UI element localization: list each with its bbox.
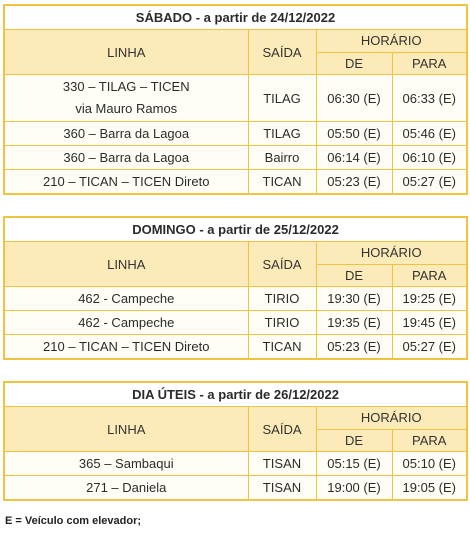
schedule-table-dias-uteis — [3, 381, 468, 501]
cell-saida: TIRIO — [248, 311, 316, 335]
schedule-table-domingo — [3, 216, 468, 360]
section-title — [4, 217, 467, 242]
cell-linha — [4, 75, 248, 122]
cell-de: 05:23 (E) — [316, 170, 392, 195]
table-row — [4, 122, 467, 146]
header-horario: HORÁRIO — [316, 30, 467, 53]
header-de: DE — [316, 264, 392, 287]
cell-para: 19:45 (E) — [392, 311, 467, 335]
cell-linha: 210 – TICAN – TICEN Direto — [4, 335, 248, 360]
cell-de: 05:15 (E) — [316, 452, 392, 476]
cell-de: 06:14 (E) — [316, 146, 392, 170]
cell-para: 19:05 (E) — [392, 476, 467, 501]
cell-linha: 360 – Barra da Lagoa — [4, 146, 248, 170]
header-para: PARA — [392, 429, 467, 452]
cell-para: 05:27 (E) — [392, 335, 467, 360]
table-row — [4, 75, 467, 122]
linha-line-1: 330 – TILAG – TICEN — [62, 79, 190, 94]
cell-saida: TICAN — [248, 170, 316, 195]
section-date: - a partir de 24/12/2022 — [192, 10, 336, 25]
table-row — [4, 476, 467, 501]
table-row — [4, 311, 467, 335]
cell-saida: Bairro — [248, 146, 316, 170]
table-row — [4, 146, 467, 170]
cell-para: 06:10 (E) — [392, 146, 467, 170]
header-saida: SAÍDA — [248, 407, 316, 452]
section-date: - a partir de 26/12/2022 — [195, 387, 339, 402]
header-horario: HORÁRIO — [316, 407, 467, 430]
cell-para: 06:33 (E) — [392, 75, 467, 122]
cell-linha: 360 – Barra da Lagoa — [4, 122, 248, 146]
section-date: - a partir de 25/12/2022 — [195, 222, 339, 237]
cell-saida: TICAN — [248, 335, 316, 360]
cell-de: 19:30 (E) — [316, 287, 392, 311]
cell-linha: 365 – Sambaqui — [4, 452, 248, 476]
cell-de: 05:23 (E) — [316, 335, 392, 360]
table-row — [4, 287, 467, 311]
footnote: E = Veículo com elevador; — [5, 515, 142, 527]
header-horario: HORÁRIO — [316, 242, 467, 265]
cell-linha: 462 - Campeche — [4, 287, 248, 311]
cell-de: 06:30 (E) — [316, 75, 392, 122]
linha-line-2: via Mauro Ramos — [75, 101, 178, 116]
cell-linha: 271 – Daniela — [4, 476, 248, 501]
cell-saida: TILAG — [248, 75, 316, 122]
section-day: DIA ÚTEIS — [132, 387, 196, 402]
cell-para: 19:25 (E) — [392, 287, 467, 311]
cell-para: 05:46 (E) — [392, 122, 467, 146]
section-day: DOMINGO — [132, 222, 196, 237]
header-de: DE — [316, 429, 392, 452]
header-linha: LINHA — [4, 242, 248, 287]
cell-linha: 210 – TICAN – TICEN Direto — [4, 170, 248, 195]
cell-saida: TIRIO — [248, 287, 316, 311]
cell-de: 19:00 (E) — [316, 476, 392, 501]
header-de: DE — [316, 52, 392, 75]
section-title — [4, 5, 467, 30]
table-row — [4, 335, 467, 360]
header-para: PARA — [392, 264, 467, 287]
header-para: PARA — [392, 52, 467, 75]
section-title — [4, 382, 467, 407]
header-linha: LINHA — [4, 407, 248, 452]
cell-saida: TISAN — [248, 476, 316, 501]
schedule-table-sabado — [3, 4, 468, 195]
cell-saida: TISAN — [248, 452, 316, 476]
header-saida: SAÍDA — [248, 242, 316, 287]
section-day: SÁBADO — [135, 10, 193, 25]
cell-linha: 462 - Campeche — [4, 311, 248, 335]
cell-de: 05:50 (E) — [316, 122, 392, 146]
cell-para: 05:10 (E) — [392, 452, 467, 476]
cell-para: 05:27 (E) — [392, 170, 467, 195]
cell-de: 19:35 (E) — [316, 311, 392, 335]
header-linha: LINHA — [4, 30, 248, 75]
table-row — [4, 452, 467, 476]
header-saida: SAÍDA — [248, 30, 316, 75]
cell-saida: TILAG — [248, 122, 316, 146]
table-row — [4, 170, 467, 195]
